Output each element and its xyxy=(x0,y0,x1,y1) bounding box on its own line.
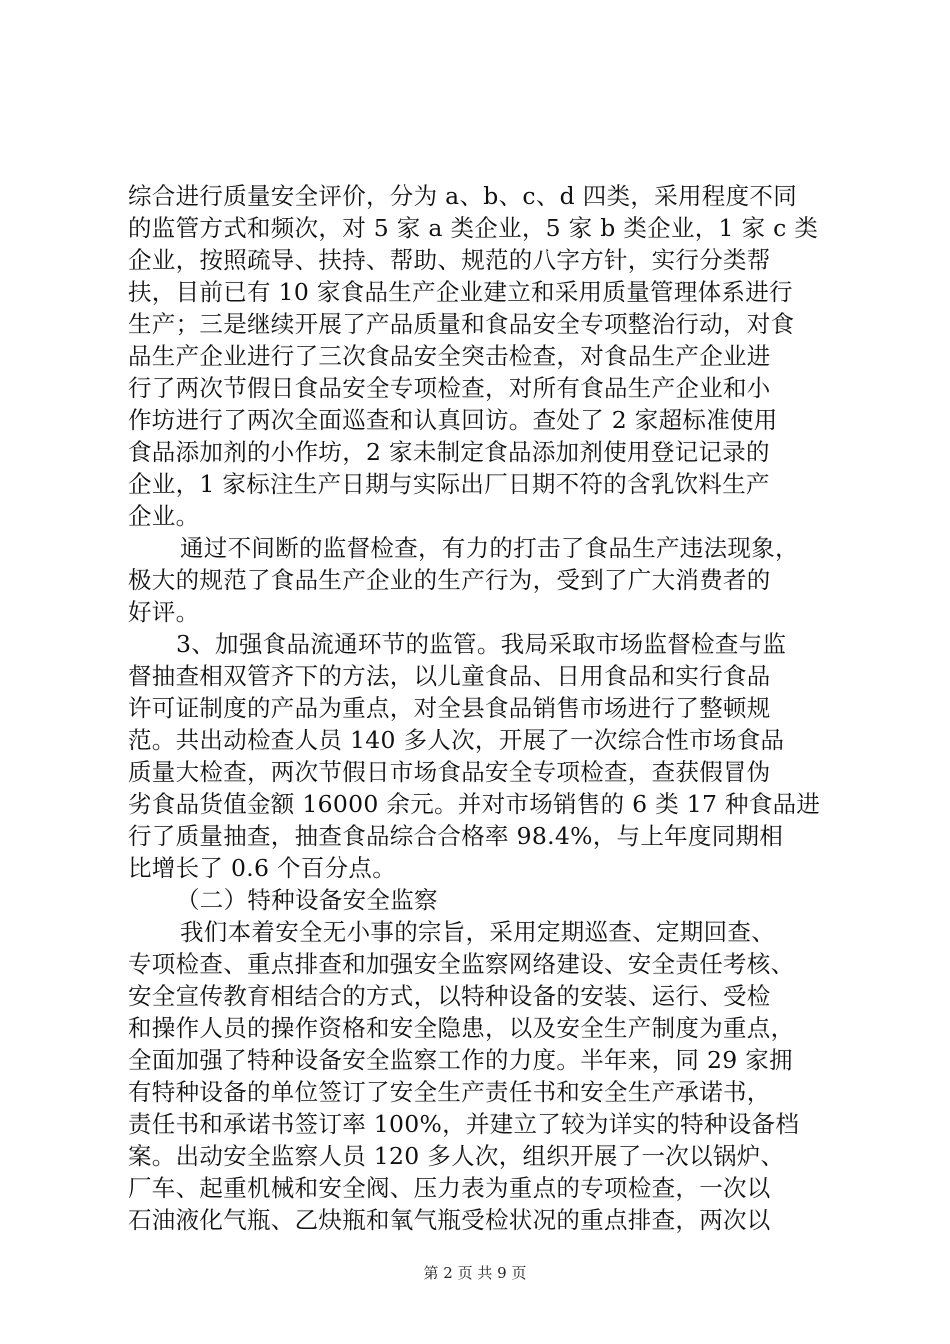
text-line: 扶，目前已有 10 家食品生产企业建立和采用质量管理体系进行 xyxy=(128,278,793,306)
text-line: 厂车、起重机械和安全阀、压力表为重点的专项检查，一次以 xyxy=(128,1174,771,1202)
text-line: 许可证制度的产品为重点，对全县食品销售市场进行了整顿规 xyxy=(128,694,771,722)
text-line: 范。共出动检查人员 140 多人次，开展了一次综合性市场食品 xyxy=(128,726,785,754)
text-line: 比增长了 0.6 个百分点。 xyxy=(128,854,397,882)
text-line: 劣食品货值金额 16000 余元。并对市场销售的 6 类 17 种食品进 xyxy=(128,790,821,818)
text-line: 质量大检查，两次节假日市场食品安全专项检查，查获假冒伪 xyxy=(128,758,771,786)
text-line: 好评。 xyxy=(128,598,200,626)
text-line: 专项检查、重点排查和加强安全监察网络建设、安全责任考核、 xyxy=(128,950,795,978)
text-line: 行了两次节假日食品安全专项检查，对所有食品生产企业和小 xyxy=(128,374,771,402)
text-line: 责任书和承诺书签订率 100%，并建立了较为详实的特种设备档 xyxy=(128,1110,800,1138)
text-line: 安全宣传教育相结合的方式，以特种设备的安装、运行、受检 xyxy=(128,982,771,1010)
text-line: 石油液化气瓶、乙炔瓶和氧气瓶受检状况的重点排查，两次以 xyxy=(128,1206,771,1234)
text-line: 督抽查相双管齐下的方法，以儿童食品、日用食品和实行食品 xyxy=(128,662,771,690)
paragraph-start-line: 我们本着安全无小事的宗旨，采用定期巡查、定期回查、 xyxy=(180,918,775,946)
text-line: 品生产企业进行了三次食品安全突击检查，对食品生产企业进 xyxy=(128,342,771,370)
text-line: 全面加强了特种设备安全监察工作的力度。半年来，同 29 家拥 xyxy=(128,1046,793,1074)
text-line: 有特种设备的单位签订了安全生产责任书和安全生产承诺书， xyxy=(128,1078,771,1106)
page-number-footer: 第 2 页 共 9 页 xyxy=(423,1264,527,1282)
section-heading-line: 3、加强食品流通环节的监管。我局采取市场监督检查与监 xyxy=(176,630,787,658)
text-line: 和操作人员的操作资格和安全隐患，以及安全生产制度为重点， xyxy=(128,1014,795,1042)
text-line: 综合进行质量安全评价，分为 a、b、c、d 四类，采用程度不同 xyxy=(128,182,797,210)
text-line: 行了质量抽查，抽查食品综合合格率 98.4%，与上年度同期相 xyxy=(128,822,784,850)
text-line: 生产；三是继续开展了产品质量和食品安全专项整治行动，对食 xyxy=(128,310,795,338)
text-line: 的监管方式和频次，对 5 家 a 类企业，5 家 b 类企业，1 家 c 类 xyxy=(128,214,819,242)
text-line: 企业。 xyxy=(128,502,200,530)
text-line: 极大的规范了食品生产企业的生产行为，受到了广大消费者的 xyxy=(128,566,771,594)
subsection-heading: （二）特种设备安全监察 xyxy=(176,886,438,914)
text-line: 案。出动安全监察人员 120 多人次，组织开展了一次以锅炉、 xyxy=(128,1142,785,1170)
text-line: 企业，按照疏导、扶持、帮助、规范的八字方针，实行分类帮 xyxy=(128,246,771,274)
text-line: 作坊进行了两次全面巡查和认真回访。查处了 2 家超标准使用 xyxy=(128,406,778,434)
text-line: 企业，1 家标注生产日期与实际出厂日期不符的含乳饮料生产 xyxy=(128,470,770,498)
paragraph-start-line: 通过不间断的监督检查，有力的打击了食品生产违法现象， xyxy=(180,534,799,562)
text-line: 食品添加剂的小作坊，2 家未制定食品添加剂使用登记记录的 xyxy=(128,438,770,466)
